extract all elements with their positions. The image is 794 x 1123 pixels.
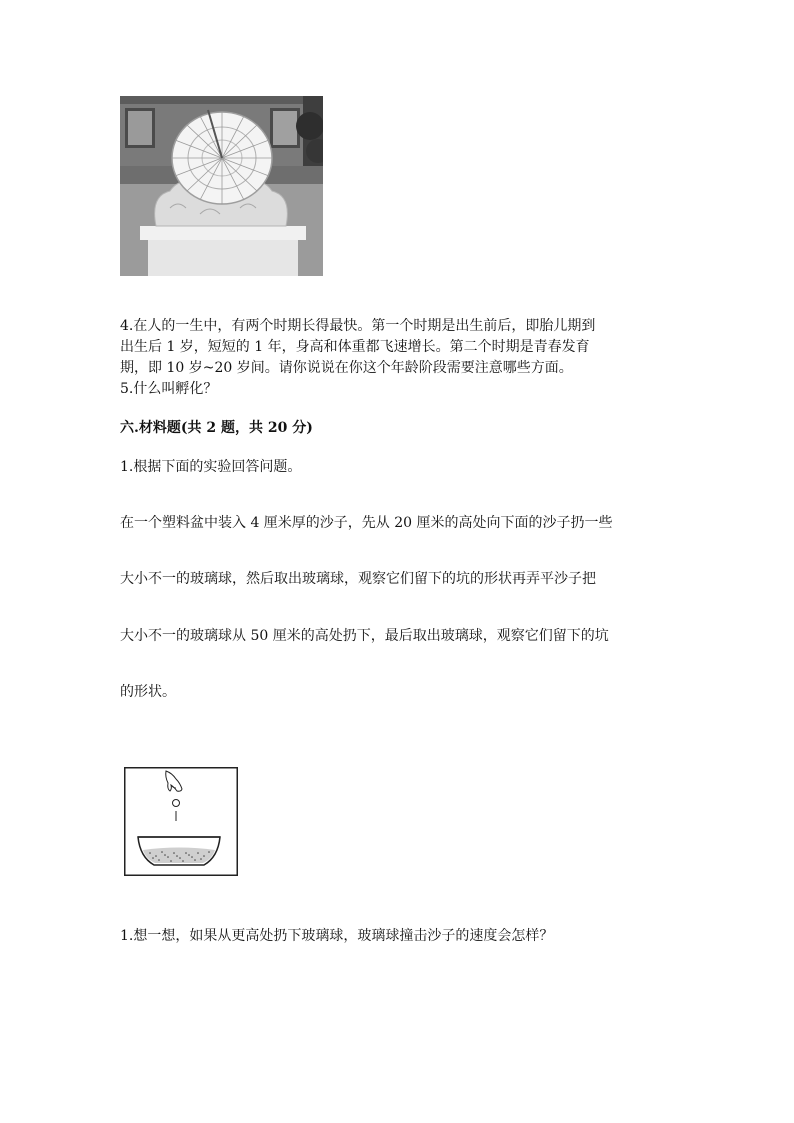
- question-4-line-3: 期，即 10 岁~20 岁间。请你说说在你这个年龄阶段需要注意哪些方面。: [120, 360, 573, 376]
- question-4-line-2: 出生后 1 岁，短短的 1 年，身高和体重都飞速增长。第二个时期是青春发育: [120, 339, 590, 355]
- experiment-paragraph-line-3: 大小不一的玻璃球从 50 厘米的高处扔下，最后取出玻璃球，观察它们留下的坑: [120, 628, 609, 644]
- experiment-illustration: [124, 767, 238, 876]
- sundial-photo: [120, 96, 323, 276]
- experiment-paragraph-line-2: 大小不一的玻璃球，然后取出玻璃球，观察它们留下的坑的形状再弄平沙子把: [120, 571, 596, 587]
- sundial-illustration: [120, 96, 323, 276]
- question-5: 5.什么叫孵化？: [120, 381, 218, 397]
- question-4-line-1: 4.在人的一生中，有两个时期长得最快。第一个时期是出生前后，即胎儿期到: [120, 318, 596, 334]
- section-heading: 六.材料题(共 2 题，共 20 分): [120, 420, 313, 436]
- experiment-paragraph-line-1: 在一个塑料盆中装入 4 厘米厚的沙子，先从 20 厘米的高处向下面的沙子扔一些: [120, 515, 613, 531]
- glass-ball-icon: [173, 800, 180, 807]
- experiment-paragraph-line-4: 的形状。: [120, 684, 176, 700]
- hand-dropping-ball-diagram: [124, 767, 238, 876]
- sub-question-1: 1.想一想，如果从更高处扔下玻璃球，玻璃球撞击沙子的速度会怎样？: [120, 928, 554, 944]
- material-question-1: 1.根据下面的实验回答问题。: [120, 459, 302, 475]
